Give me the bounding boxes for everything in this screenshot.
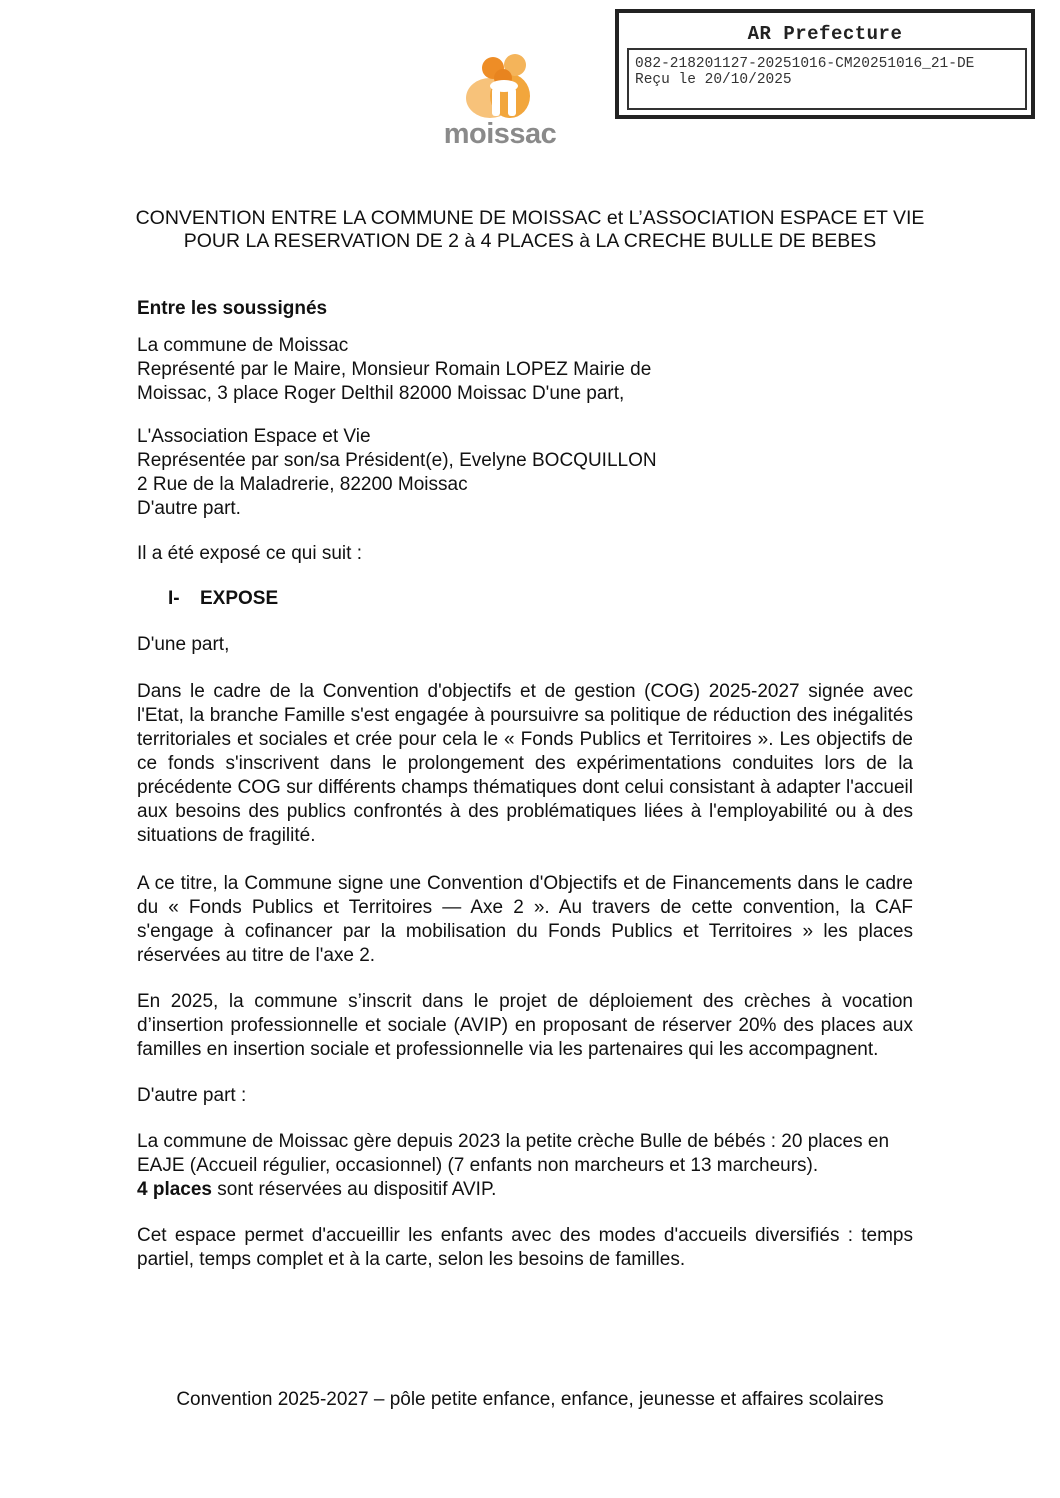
stamp-details [627,48,1027,110]
title-line-1: CONVENTION ENTRE LA COMMUNE DE MOISSAC et L’ASSOCIATION ESPACE ET VIE [135,207,925,229]
reserved-places-count: 4 places [137,1179,212,1200]
commune-line: La commune de Moissac [137,335,349,356]
paragraph-accueil: Cet espace permet d'accueillir les enfants avec des modes d'accueils diversifiés : temps partiel, temps complet et à la carte, selon les besoins de familles. [137,1225,913,1270]
document-title [80,207,980,253]
paragraph-convention: A ce titre, la Commune signe une Convention d'Objectifs et de Financements dans le cadre du « Fonds Publics et Territoires — Axe 2 ». Au travers de cette convention, la CAF s'engage à cofinancer par la mobilisation du Fonds Publics et Territoires » les places réservées au titre de l'axe 2. [137,873,913,966]
stamp-title: AR Prefecture [747,23,903,45]
reserved-places-text: sont réservées au dispositif AVIP. [212,1179,497,1200]
page-footer: Convention 2025-2027 – pôle petite enfance, enfance, jeunesse et affaires scolaires [176,1389,884,1410]
title-line-2: POUR LA RESERVATION DE 2 à 4 PLACES à LA CRECHE BULLE DE BEBES [183,230,877,252]
paragraph-creche [137,1130,913,1202]
logo-text: moissac [443,118,557,150]
creche-description: La commune de Moissac gère depuis 2023 la petite crèche Bulle de bébés : 20 places en EAJE (Accueil régulier, occasionnel) (7 enfants non marcheurs et 13 marcheurs). [137,1131,890,1176]
association-line: D'autre part. [137,498,241,519]
dune-part: D'une part, [137,634,230,655]
paragraph-cog: Dans le cadre de la Convention d'objectifs et de gestion (COG) 2025-2027 signée avec l'Etat, la branche Famille s'est engagée à poursuivre sa politique de réduction des inégalités territoriales et sociales et crée pour cela le « Fonds Publics et Territoires ». Les objectifs de ce fonds s'inscrivent dans le prolongement des expérimentations conduites lors de la précédente COG sur différents champs thématiques dont celui consistant à adapter l'accueil aux besoins des publics confrontés à des problématiques liées à l'employabilité ou à des situations de fragilité. [137,681,913,846]
stamp-reference: 082-218201127-20251016-CM20251016_21-DE [635,56,975,72]
commune-line: Représenté par le Maire, Monsieur Romain LOPEZ Mairie de [137,359,652,380]
association-line: L'Association Espace et Vie [137,426,371,447]
stamp-received-date: Reçu le 20/10/2025 [635,72,792,88]
parties-heading: Entre les soussignés [137,298,328,319]
commune-party [137,334,913,406]
expose-intro: Il a été exposé ce qui suit : [137,543,362,564]
section-number: I- [168,588,180,609]
dautre-part: D'autre part : [137,1085,247,1106]
prefecture-stamp [615,9,1035,119]
moissac-logo [430,52,570,167]
association-line: 2 Rue de la Maladrerie, 82200 Moissac [137,474,468,495]
reserved-places-line [137,1178,913,1202]
paragraph-avip: En 2025, la commune s’inscrit dans le projet de déploiement des crèches à vocation d’insertion professionnelle et sociale (AVIP) en proposant de réserver 20% des places aux familles en insertion sociale et professionnelle via les partenaires qui les accompagnent. [137,991,913,1060]
section-title: EXPOSE [200,588,279,609]
logo-figures-icon [430,52,570,122]
association-line: Représentée par son/sa Président(e), Evelyne BOCQUILLON [137,450,657,471]
commune-line: Moissac, 3 place Roger Delthil 82000 Moissac D'une part, [137,383,625,404]
association-party [137,425,913,521]
